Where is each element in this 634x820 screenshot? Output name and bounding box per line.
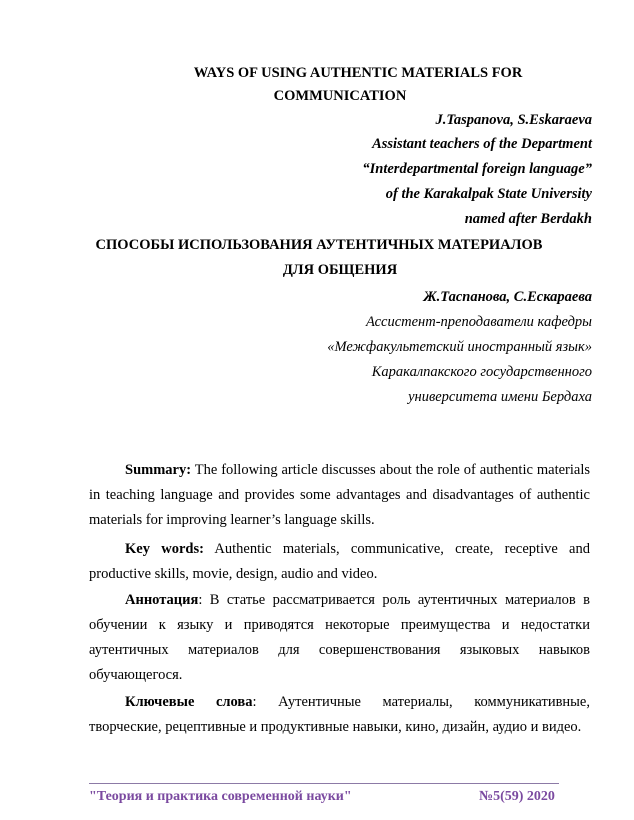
russian-affiliation-3: Каракалпакского государственного xyxy=(371,364,592,380)
annotation-paragraph xyxy=(89,588,590,688)
keywords-ru-paragraph xyxy=(89,690,590,740)
keywords-text: Authentic materials, communicative, create, receptive and productive skills, movie, design, audio and video. xyxy=(89,541,590,582)
keywords-ru-text: : Аутентичные материалы, коммуникативные, творческие, рецептивные и продуктивные навыки, кино, дизайн, аудио и видео. xyxy=(89,694,590,735)
footer-journal-title: "Теория и практика современной науки" xyxy=(89,789,352,804)
keywords-ru-label: Ключевые слова xyxy=(125,694,253,710)
russian-affiliation-1: Ассистент-преподаватели кафедры xyxy=(365,314,592,330)
russian-title-line-1: СПОСОБЫ ИСПОЛЬЗОВАНИЯ АУТЕНТИЧНЫХ МАТЕРИАЛОВ xyxy=(95,237,543,253)
keywords-paragraph xyxy=(89,537,590,587)
keywords-label: Key words: xyxy=(125,541,204,557)
summary-label: Summary: xyxy=(125,462,192,478)
summary-paragraph xyxy=(89,458,590,533)
english-affiliation-3: of the Karakalpak State University xyxy=(385,186,592,202)
russian-affiliation-2: «Межфакультетский иностранный язык» xyxy=(327,339,592,355)
russian-authors: Ж.Таспанова, С.Ескараева xyxy=(423,289,592,305)
english-affiliation-2: “Interdepartmental foreign language” xyxy=(362,161,592,177)
annotation-text: : В статье рассматривается роль аутентичных материалов в обучении к языку и приводятся некоторые преимущества и недостатки аутентичных материалов для совершенствования языковых навыков обучающегося. xyxy=(89,592,590,683)
annotation-label: Аннотация xyxy=(125,592,199,608)
english-affiliation-1: Assistant teachers of the Department xyxy=(372,136,592,152)
russian-title-line-2: ДЛЯ ОБЩЕНИЯ xyxy=(282,262,398,278)
footer-rule xyxy=(89,783,559,784)
summary-text: The following article discusses about the role of authentic materials in teaching language and provides some advantages and disadvantages of authentic materials for improving learner’s language skills. xyxy=(89,462,590,528)
english-title-line-2: COMMUNICATION xyxy=(273,88,407,104)
footer-issue-number: №5(59) 2020 xyxy=(479,789,555,804)
english-authors: J.Taspanova, S.Eskaraeva xyxy=(435,112,592,128)
russian-affiliation-4: университета имени Бердаха xyxy=(408,389,592,405)
english-title-line-1: WAYS OF USING AUTHENTIC MATERIALS FOR xyxy=(193,65,523,81)
english-affiliation-4: named after Berdakh xyxy=(464,211,592,227)
